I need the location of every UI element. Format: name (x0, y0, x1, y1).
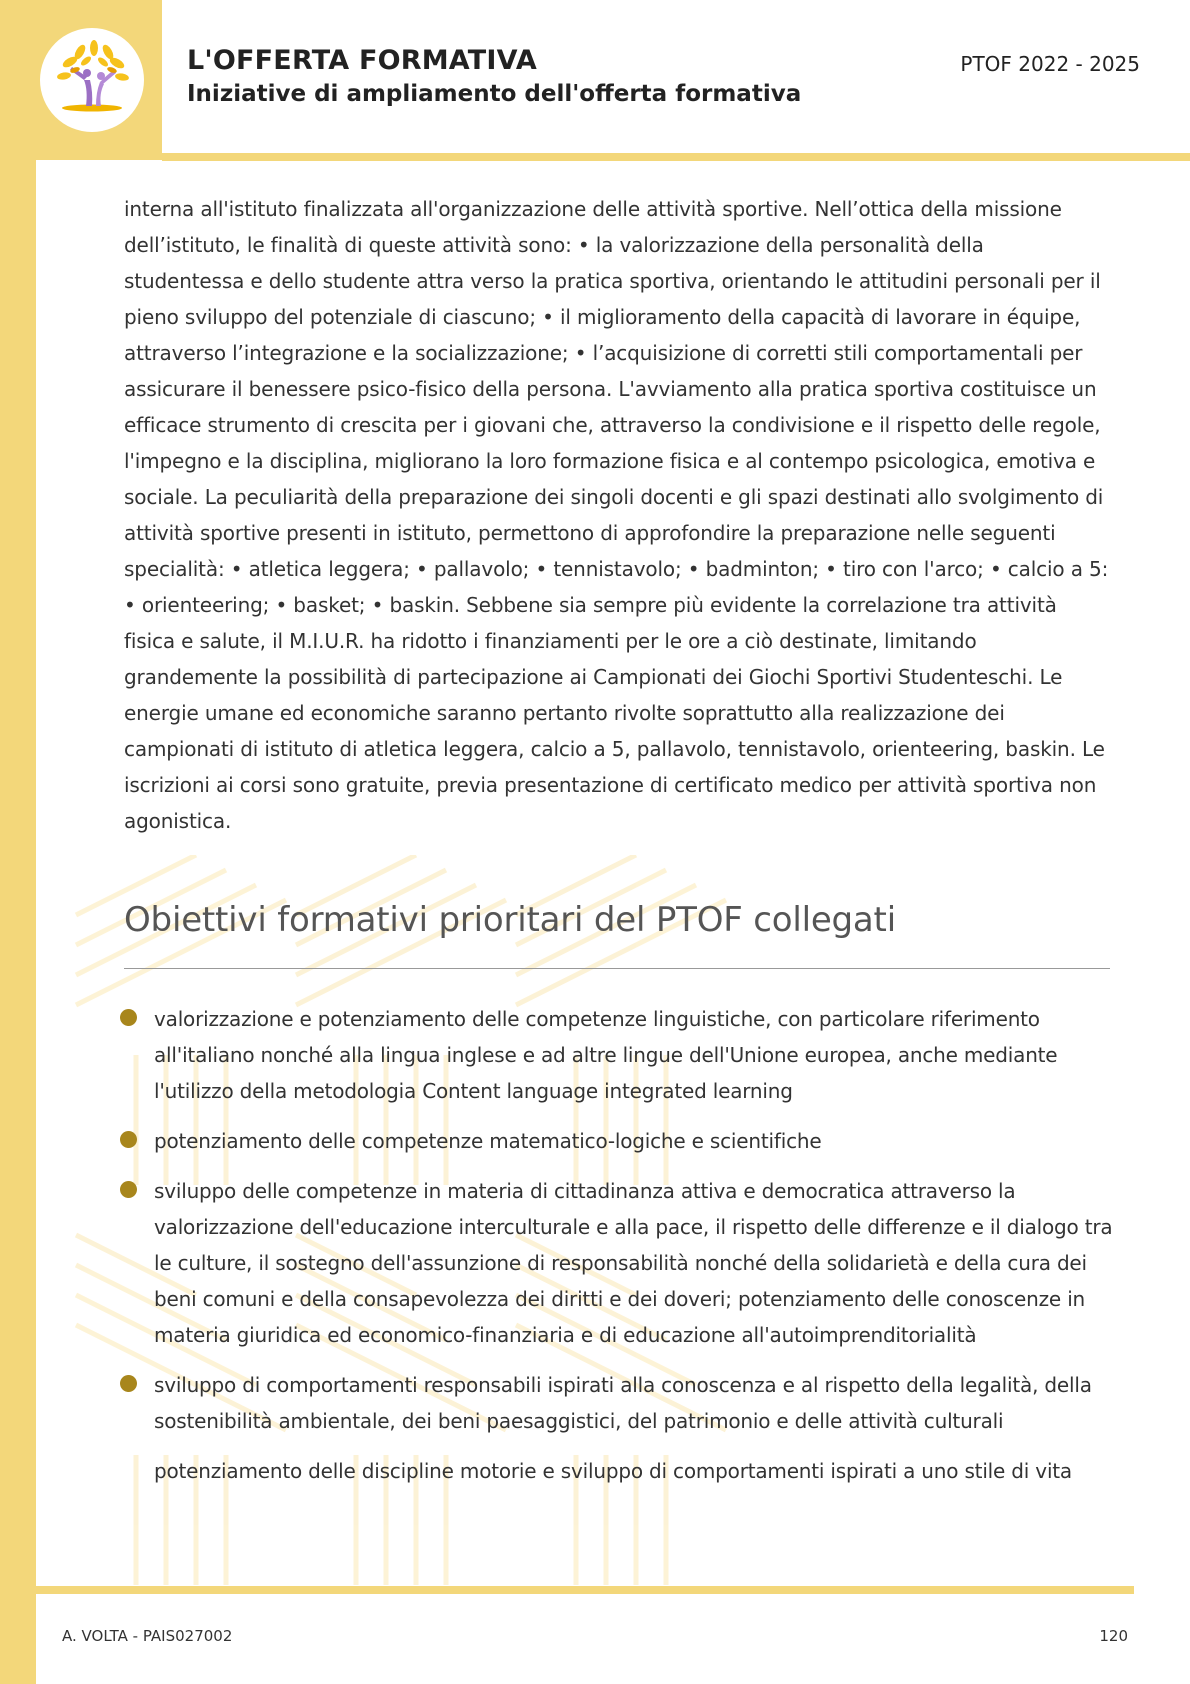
section-divider (124, 968, 1110, 969)
objective-item (120, 1123, 1120, 1159)
school-logo (40, 28, 144, 132)
objective-text: sviluppo delle competenze in materia di cittadinanza attiva e democratica attraverso la valorizzazione dell'educazione interculturale e alla pace, il rispetto delle differenze e il dialogo tra le culture, il sostegno dell'assunzione di responsabilità nonché della solidarietà e della cura dei beni comuni e della consapevolezza dei diritti e dei doveri; potenziamento delle conoscenze in materia giuridica ed economico-finanziaria e di educazione all'autoimprenditorialità (154, 1179, 1113, 1347)
sports-paragraph: interna all'istituto finalizzata all'organizzazione delle attività sportive. Nell’ottica della missione dell’istituto, le finalità di queste attività sono: • la valorizzazione della personalità della studentessa e dello studente attra verso la pratica sportiva, orientando le attitudini personali per il pieno sviluppo del potenziale di ciascuno; • il miglioramento della capacità di lavorare in équipe, attraverso l’integrazione e la socializzazione; • l’acquisizione di corretti stili comportamentali per assicurare il benessere psico-fisico della persona. L'avviamento alla pratica sportiva costituisce un efficace strumento di crescita per i giovani che, attraverso la condivisione e il rispetto delle regole, l'impegno e la disciplina, migliorano la loro formazione fisica e al contempo psicologica, emotiva e sociale. La peculiarità della preparazione dei singoli docenti e gli spazi destinati allo svolgimento di attività sportive presenti in istituto, permettono di approfondire la preparazione nelle seguenti specialità: • atletica leggera; • pallavolo; • tennistavolo; • badminton; • tiro con l'arco; • calcio a 5: • orienteering; • basket; • baskin. Sebbene sia sempre più evidente la correlazione tra attività fisica e salute, il M.I.U.R. ha ridotto i finanziamenti per le ore a ciò destinate, limitando grandemente la possibilità di partecipazione ai Campionati dei Giochi Sportivi Studenteschi. Le energie umane ed economiche saranno pertanto rivolte soprattutto alla realizzazione dei campionati di istituto di atletica leggera, calcio a 5, pallavolo, tennistavolo, orienteering, baskin. Le iscrizioni ai corsi sono gratuite, previa presentazione di certificato medico per attività sportiva non agonistica. (124, 197, 1109, 833)
bullet-dot-icon (120, 1009, 137, 1026)
objective-text: valorizzazione e potenziamento delle competenze linguistiche, con particolare riferimento all'italiano nonché alla lingua inglese e ad altre lingue dell'Unione europea, anche mediante l'utilizzo della metodologia Content language integrated learning (154, 1007, 1058, 1103)
footer-divider (36, 1586, 1134, 1594)
left-accent-bar (0, 0, 36, 1684)
objective-item (120, 1173, 1120, 1353)
page-number: 120 (1099, 1627, 1128, 1645)
bullet-dot-icon (120, 1181, 137, 1198)
section-heading: Obiettivi formativi prioritari del PTOF collegati (124, 900, 896, 940)
objective-text: potenziamento delle competenze matematico-logiche e scientifiche (154, 1129, 822, 1153)
objective-text: potenziamento delle discipline motorie e sviluppo di comportamenti ispirati a uno stile di vita (154, 1459, 1072, 1483)
header-divider (162, 153, 1190, 161)
objectives-list (120, 1001, 1120, 1503)
bullet-dot-icon (120, 1375, 137, 1392)
objective-item (120, 1001, 1120, 1109)
footer-school-code: A. VOLTA - PAIS027002 (62, 1627, 233, 1645)
objective-item (120, 1453, 1120, 1489)
objective-item (120, 1367, 1120, 1439)
objective-text: sviluppo di comportamenti responsabili ispirati alla conoscenza e al rispetto della legalità, della sostenibilità ambientale, dei beni paesaggistici, del patrimonio e delle attività culturali (154, 1373, 1092, 1433)
ptof-period: PTOF 2022 - 2025 (960, 52, 1140, 76)
document-subtitle: Iniziative di ampliamento dell'offerta formativa (187, 81, 802, 107)
document-title: L'OFFERTA FORMATIVA (187, 45, 538, 76)
bullet-dot-icon (120, 1131, 137, 1148)
tree-people-logo-icon (40, 28, 144, 132)
